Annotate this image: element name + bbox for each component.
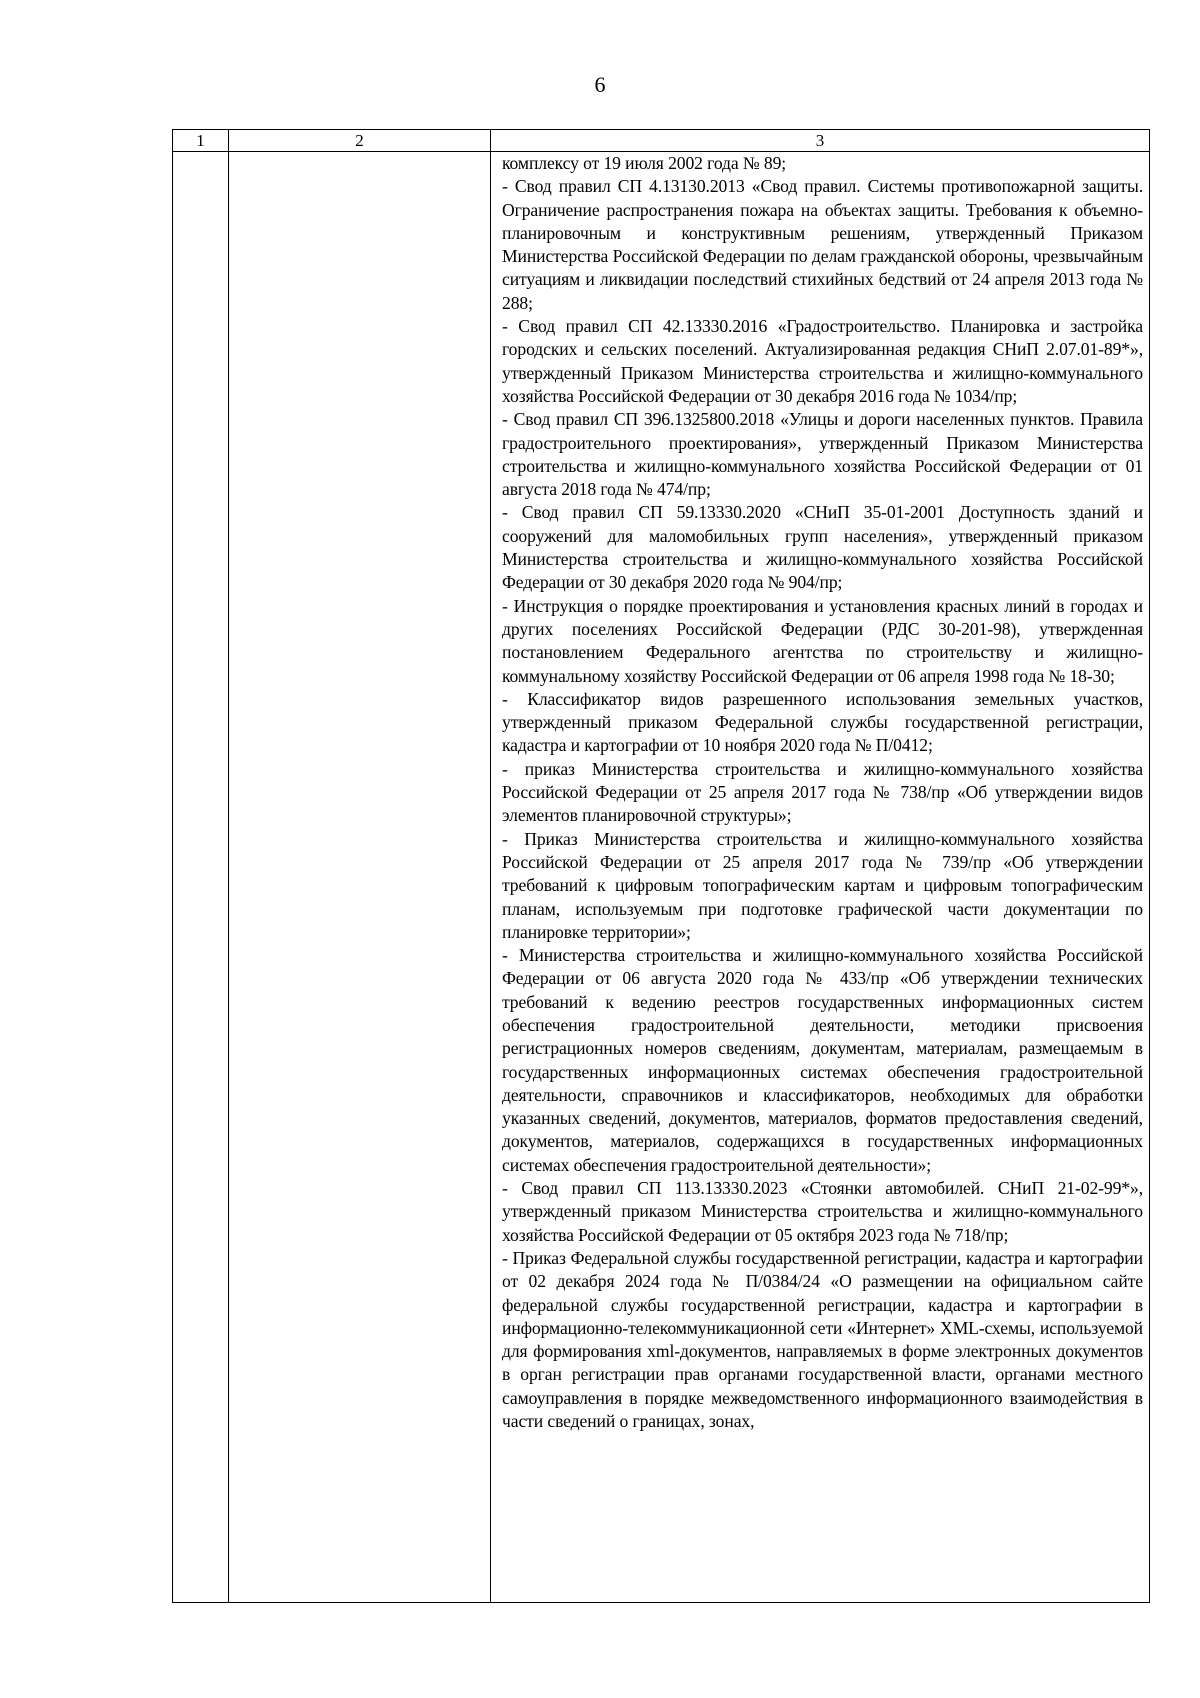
paragraph-order-739: - Приказ Министерства строительства и жилищно-коммунального хозяйства Российской Федерации от 25 апреля 2017 года № 739/пр «Об утверждении требований к цифровым топографическим картам и цифровым топографическим планам, используемым при подготовке графической части документации по планировке территории»; bbox=[502, 828, 1143, 942]
cell-column-3 bbox=[491, 152, 1150, 1603]
column-header-1: 1 bbox=[173, 130, 229, 152]
paragraph-rds-30-201-98: - Инструкция о порядке проектирования и установления красных линий в городах и других поселениях Российской Федерации (РДС 30-201-98), утвержденная постановлением Федерального агентства по строительству и жилищно-коммунальному хозяйству Российской Федерации от 06 апреля 1998 года № 18-30; bbox=[502, 595, 1143, 686]
paragraph-classifier: - Классификатор видов разрешенного использования земельных участков, утвержденный приказом Федеральной службы государственной регистрации, кадастра и картографии от 10 ноября 2020 года № П/0412; bbox=[502, 688, 1143, 756]
paragraph-sp-59-13330: - Свод правил СП 59.13330.2020 «СНиП 35-01-2001 Доступность зданий и сооружений для маломобильных групп населения», утвержденный приказом Министерства строительства и жилищно-коммунального хозяйства Российской Федерации от 30 декабря 2020 года № 904/пр; bbox=[502, 502, 1143, 593]
paragraph-order-433: - Министерства строительства и жилищно-коммунального хозяйства Российской Федерации от 06 августа 2020 года № 433/пр «Об утверждении технических требований к ведению реестров государственных информационных систем обеспечения градостроительной деятельности, методики присвоения регистрационных номеров сведениям, документам, материалам, размещаемым в государственных информационных системах обеспечения градостроительной деятельности, справочников и классификаторов, необходимых для обработки указанных сведений, документов, материалов, форматов предоставления сведений, документов, материалов, содержащихся в государственных информационных системах обеспечения градостроительной деятельности»; bbox=[502, 945, 1143, 1175]
paragraph-continuation: комплексу от 19 июля 2002 года № 89; bbox=[502, 153, 787, 173]
table-row bbox=[173, 152, 1150, 1603]
document-table bbox=[172, 129, 1150, 1603]
paragraph-sp-4-13130: - Свод правил СП 4.13130.2013 «Свод правил. Системы противопожарной защиты. Ограничение распространения пожара на объектах защиты. Требования к объемно-планировочным и конструктивным решениям, утвержденный Приказом Министерства Российской Федерации по делам гражданской обороны, чрезвычайным ситуациям и ликвидации последствий стихийных бедствий от 24 апреля 2013 года № 288; bbox=[502, 176, 1143, 313]
paragraph-sp-396-1325800: - Свод правил СП 396.1325800.2018 «Улицы и дороги населенных пунктов. Правила градостроительного проектирования», утвержденный Приказом Министерства строительства и жилищно-коммунального хозяйства Российской Федерации от 01 августа 2018 года № 474/пр; bbox=[502, 409, 1143, 500]
paragraph-sp-42-13330: - Свод правил СП 42.13330.2016 «Градостроительство. Планировка и застройка городских и сельских поселений. Актуализированная редакция СНиП 2.07.01-89*», утвержденный Приказом Министерства строительства и жилищно-коммунального хозяйства Российской Федерации от 30 декабря 2016 года № 1034/пр; bbox=[502, 316, 1143, 406]
paragraph-order-738: - приказ Министерства строительства и жилищно-коммунального хозяйства Российской Федерации от 25 апреля 2017 года № 738/пр «Об утверждении видов элементов планировочной структуры»; bbox=[502, 758, 1143, 826]
paragraph-sp-113-13330: - Свод правил СП 113.13330.2023 «Стоянки автомобилей. СНиП 21-02-99*», утвержденный приказом Министерства строительства и жилищно-коммунального хозяйства Российской Федерации от 05 октября 2023 года № 718/пр; bbox=[502, 1178, 1143, 1245]
table-header-row bbox=[173, 130, 1150, 152]
column-header-2: 2 bbox=[229, 130, 491, 152]
column-header-3: 3 bbox=[491, 130, 1150, 152]
page-number: 6 bbox=[594, 72, 606, 97]
cell-column-2 bbox=[229, 152, 491, 1603]
paragraph-order-p-0384: - Приказ Федеральной службы государственной регистрации, кадастра и картографии от 02 декабря 2024 года № П/0384/24 «О размещении на официальном сайте федеральной службы государственной регистрации, кадастра и картографии в информационно-телекоммуникационной сети «Интернет» XML-схемы, используемой для формирования xml-документов, направляемых в форме электронных документов в орган регистрации прав органами государственной власти, органами местного самоуправления в порядке межведомственного информационного взаимодействия в части сведений о границах, зонах, bbox=[502, 1247, 1143, 1432]
cell-column-1 bbox=[173, 152, 229, 1603]
